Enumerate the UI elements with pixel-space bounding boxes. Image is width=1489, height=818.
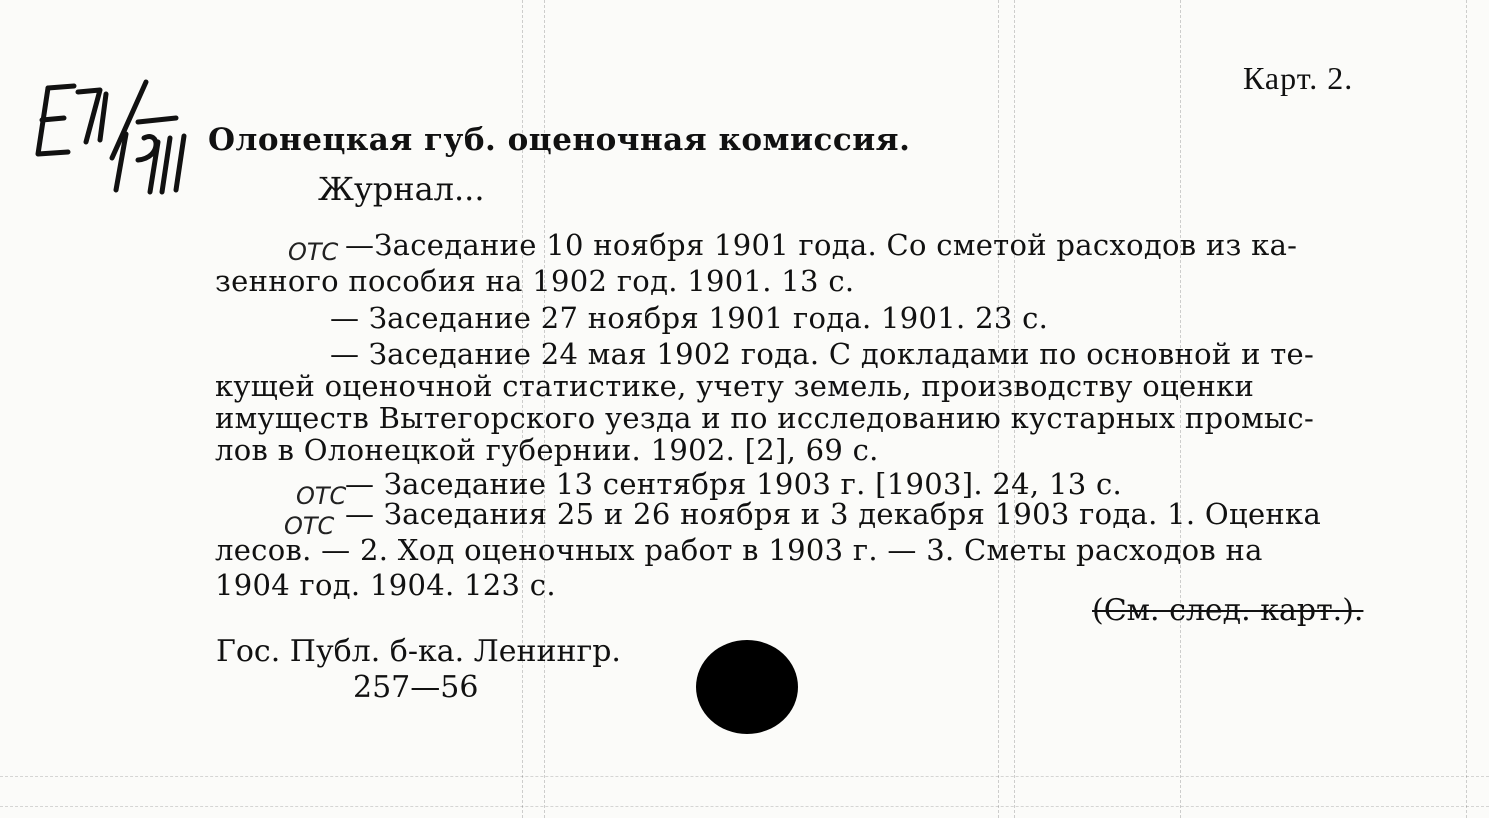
card-punch-hole xyxy=(696,640,798,734)
card-subheading: Журнал... xyxy=(318,170,485,208)
entry-3-line-4: лов в Олонецкой губернии. 1902. [2], 69 с. xyxy=(215,433,879,467)
scan-line xyxy=(0,806,1489,807)
entry-3-line-3: имуществ Вытегорского уезда и по исследованию кустарных промыс- xyxy=(215,401,1315,435)
handwritten-shelf-mark xyxy=(26,74,196,204)
entry-1-line-2: зенного пособия на 1902 год. 1901. 13 с. xyxy=(215,264,855,298)
entry-4-mark: ОТС xyxy=(296,482,347,510)
scan-line xyxy=(1466,0,1467,818)
card-number: Карт. 2. xyxy=(1243,60,1354,96)
entry-1-line-1: —Заседание 10 ноября 1901 года. Со сметой расходов из ка- xyxy=(345,228,1298,262)
card-heading: Олонецкая губ. оценочная комиссия. xyxy=(208,122,911,158)
library-stamp: Гос. Публ. б-ка. Ленингр. xyxy=(216,634,621,669)
entry-2-line-1: — Заседание 27 ноября 1901 года. 1901. 23 с. xyxy=(330,301,1049,335)
call-number: 257—56 xyxy=(353,670,479,705)
entry-4-line-1: — Заседание 13 сентября 1903 г. [1903]. 24, 13 с. xyxy=(345,467,1123,501)
scan-line xyxy=(0,776,1489,777)
see-next-card-note xyxy=(1092,593,1363,628)
entry-5-line-2: лесов. — 2. Ход оценочных работ в 1903 г. — 3. Сметы расходов на xyxy=(215,533,1263,567)
entry-3-line-1: — Заседание 24 мая 1902 года. С докладами по основной и те- xyxy=(330,337,1315,371)
entry-5-mark: ОТС xyxy=(284,512,335,540)
entry-5-line-3: 1904 год. 1904. 123 с. xyxy=(215,568,556,602)
shelf-mark-drawing xyxy=(26,74,196,204)
entry-5-line-1: — Заседания 25 и 26 ноября и 3 декабря 1903 года. 1. Оценка xyxy=(345,497,1322,531)
see-next-text: (См. след. карт.). xyxy=(1092,593,1364,628)
entry-1-mark: ОТС xyxy=(288,238,339,266)
entry-3-line-2: кущей оценочной статистике, учету земель, производству оценки xyxy=(215,369,1255,403)
